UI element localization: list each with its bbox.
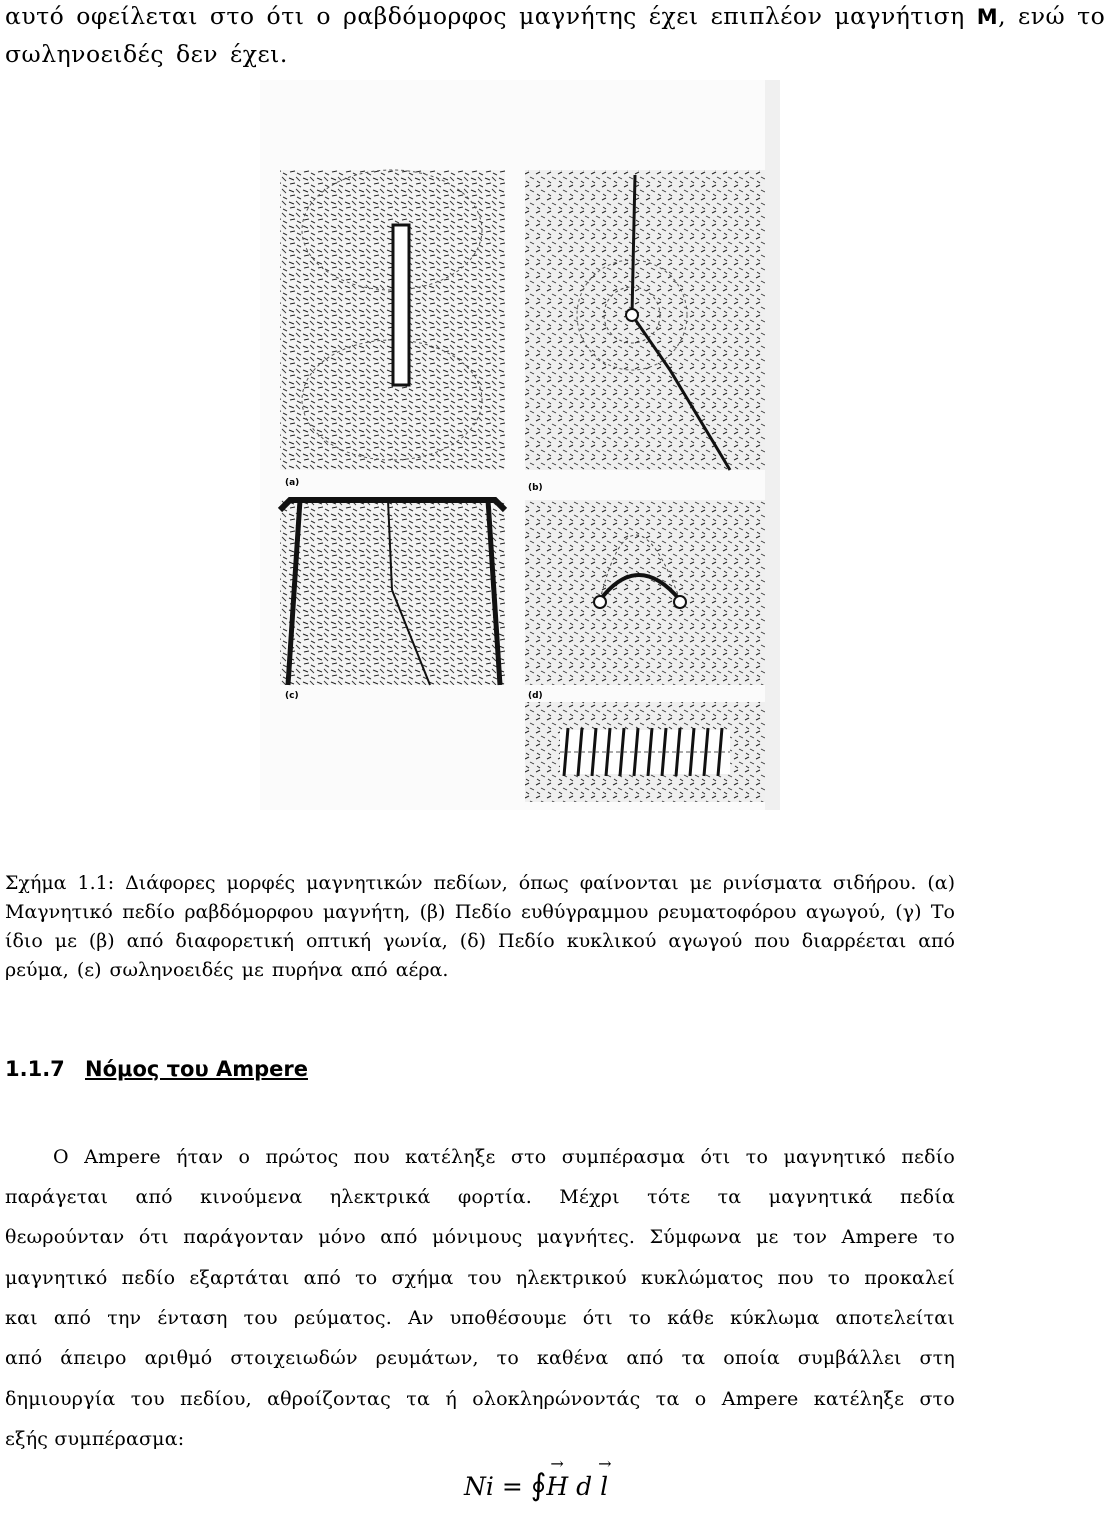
differential-symbol: d bbox=[576, 1472, 593, 1501]
paragraph-line-6: από άπειρο αριθμό στοιχειωδών ρευμάτων, το καθένα από τα οποία συμβάλλει στη bbox=[5, 1347, 955, 1369]
vector-h bbox=[546, 1454, 569, 1501]
paragraph-line-3: θεωρούνταν ότι παράγονταν μόνο από μόνιμους μαγνήτες. Σύμφωνα με τον Ampere το bbox=[5, 1226, 955, 1248]
paragraph-line-4: μαγνητικό πεδίο εξαρτάται από το σχήμα του ηλεκτρικού κυκλώματος που το προκαλεί bbox=[5, 1267, 955, 1289]
intro-line-1 bbox=[5, 2, 1105, 30]
paragraph-line-5: και από την ένταση του ρεύματος. Αν υποθέσουμε ότι το κάθε κύκλωμα αποτελείται bbox=[5, 1307, 955, 1329]
section-number: 1.1.7 bbox=[5, 1057, 65, 1081]
section-heading bbox=[5, 1057, 308, 1081]
field-symbol: H bbox=[546, 1472, 569, 1501]
figure-caption-line-3: ίδιο με (β) από διαφορετική οπτική γωνία, (δ) Πεδίο κυκλικού αγωγού που διαρρέεται από bbox=[5, 930, 955, 952]
magnetization-symbol: M bbox=[976, 5, 999, 29]
panel-e bbox=[525, 702, 765, 802]
figure-caption-line-2: Μαγνητικό πεδίο ραβδόμορφου μαγνήτη, (β) Πεδίο ευθύγραμμου ρευματοφόρου αγωγού, (γ) Το bbox=[5, 901, 955, 923]
panel-a-label: (a) bbox=[285, 478, 300, 488]
iron-filings-figure bbox=[260, 80, 780, 810]
panel-d-label: (d) bbox=[528, 691, 543, 701]
panel-c bbox=[280, 500, 505, 701]
intro-text-1b: , ενώ το bbox=[998, 2, 1105, 30]
ampere-equation bbox=[464, 1454, 612, 1503]
figure-caption-line-1: Σχήμα 1.1: Διάφορες μορφές μαγνητικών πεδίων, όπως φαίνονται με ρινίσματα σιδήρου. (α) bbox=[5, 872, 955, 894]
panel-c-label: (c) bbox=[285, 691, 299, 701]
panel-b bbox=[525, 170, 765, 493]
panel-a bbox=[280, 170, 505, 488]
panel-b-label: (b) bbox=[528, 483, 543, 493]
paragraph-line-1: Ο Ampere ήταν ο πρώτος που κατέληξε στο συμπέρασμα ότι το μαγνητικό πεδίο bbox=[53, 1146, 955, 1168]
section-title: Νόμος του Ampere bbox=[85, 1057, 308, 1081]
intro-line-2: σωληνοειδές δεν έχει. bbox=[5, 40, 288, 68]
equation-lhs: Ni bbox=[464, 1472, 494, 1501]
element-symbol: l bbox=[600, 1472, 609, 1501]
paragraph-line-2: παράγεται από κινούμενα ηλεκτρικά φορτία. Μέχρι τότε τα μαγνητικά πεδία bbox=[5, 1186, 955, 1208]
vector-arrow-icon: → bbox=[598, 1454, 612, 1473]
contour-integral-symbol: ∮ bbox=[530, 1468, 547, 1503]
intro-text-1a: αυτό οφείλεται στο ότι ο ραβδόμορφος μαγνήτης έχει επιπλέον μαγνήτιση bbox=[5, 2, 977, 30]
paragraph-line-8: εξής συμπέρασμα: bbox=[5, 1428, 185, 1450]
paragraph-line-7: δημιουργία του πεδίου, αθροίζοντας τα ή ολοκληρώνοντάς τα ο Ampere κατέληξε στο bbox=[5, 1388, 955, 1410]
panel-d bbox=[525, 500, 765, 701]
vector-arrow-icon: → bbox=[550, 1454, 564, 1473]
figure-caption-line-4: ρεύμα, (ε) σωληνοειδές με πυρήνα από αέρα. bbox=[5, 959, 449, 981]
vector-l bbox=[598, 1454, 612, 1501]
equation-equals: = bbox=[501, 1472, 523, 1501]
